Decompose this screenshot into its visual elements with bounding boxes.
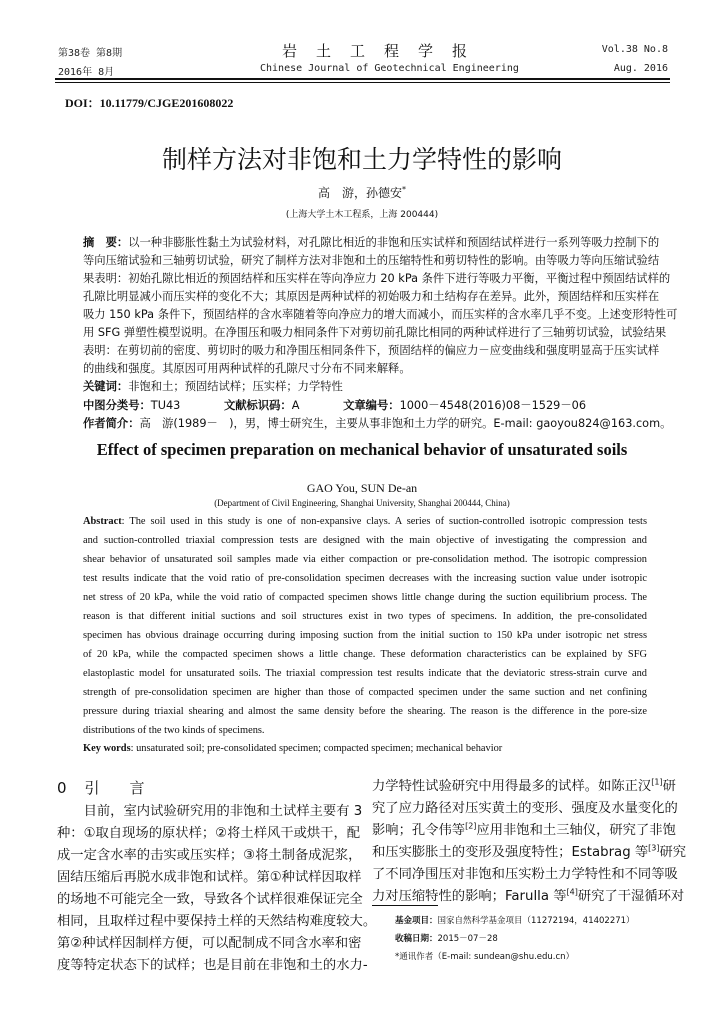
abstract-line: 表明：在剪切前的密度、剪切时的吸力和净围压相同条件下，预固结样的偏应力－应变曲线和强度明显高于压实试样: [83, 344, 660, 357]
fund-label: 基金项目：: [395, 916, 438, 926]
abstract-line: and suction-controlled triaxial compression tests are designed with the main objective of investigating the compression and: [83, 535, 647, 546]
text: 和压实膨胀土的变形及强度特性；Estabrag 等: [372, 845, 649, 860]
year-month: 2016年 8月: [58, 67, 115, 78]
received-date: 2015－07－28: [437, 934, 498, 944]
abstract-line: strength of pre-consolidation specimen are higher than those of compacted specimen under the same suction and net confining: [83, 687, 647, 698]
abstract-line: 的曲线和强度。其原因可用两种试样的孔隙尺寸分布不同来解释。: [83, 362, 411, 375]
text: 力学特性试验研究中用得最多的试样。如陈正汉: [372, 779, 652, 794]
affiliation-en: (Department of Civil Engineering, Shanghai University, Shanghai 200444, China): [214, 498, 510, 508]
body-line: [372, 885, 685, 904]
author-bio-label: 作者简介：: [83, 417, 140, 430]
abstract-line: [83, 516, 647, 527]
abstract-line: 等向压缩试验和三轴剪切试验，研究了制样方法对非饱和土的压缩特性和剪切特性的影响。由等吸力等向压缩试验结: [83, 254, 660, 267]
clc-label: 中图分类号：: [83, 399, 151, 412]
abstract-line: net stress of 20 kPa, while the void ratio of compacted specimen shows little change during the suction equilibrium process. The: [83, 592, 647, 603]
article-no-value: 1000－4548(2016)08－1529－06: [399, 399, 587, 412]
text: 力对压缩特性的影响；Farulla 等: [372, 889, 567, 904]
body-line: 固结压缩后再脱水成非饱和试样。第①种试样因取样: [57, 870, 362, 885]
volume-issue: 第38卷 第8期: [58, 48, 123, 59]
abstract-line: [83, 234, 660, 252]
header-rule-thin: [55, 82, 670, 83]
text: 研: [662, 779, 676, 794]
author-bio-text: 高 游(1989－ )，男，博士研究生，主要从事非饱和土力学的研究。E-mail: gaoyou824@163.com。: [139, 417, 672, 430]
header-rule-thick: [55, 78, 670, 80]
date-en: Aug. 2016: [613, 63, 668, 74]
author-bio: [83, 415, 672, 433]
abstract-line: elastoplastic model for unsaturated soils. The triaxial compression test results indicate that the deviatoric stress-strain curve and: [83, 668, 647, 679]
body-line: 成一定含水率的击实或压实样；③将土制备成泥浆，: [57, 848, 362, 863]
article-no-label: 文章编号：: [343, 399, 400, 412]
body-line: 的场地不可能完全一致，导致各个试样很难保证完全: [57, 892, 363, 907]
author-names: 高 游，孙德安: [317, 186, 402, 200]
body-line: 种：①取自现场的原状样；②将土样风干或烘干，配: [57, 826, 361, 841]
section-title: 引 言: [84, 779, 145, 797]
abstract-line: distributions of the two kinds of specimens.: [83, 725, 265, 736]
body-line: 第②种试样因制样方便，可以配制成不同含水率和密: [57, 936, 362, 951]
text: 影响；孔令伟等: [372, 823, 466, 838]
body-line: [372, 819, 676, 838]
page-title: 制样方法对非饱和土力学特性的影响: [161, 145, 562, 174]
authors-cn: [0, 184, 724, 201]
authors-en: GAO You, SUN De-an: [306, 481, 418, 495]
keywords-text: : unsaturated soil; pre-consolidated specimen; compacted specimen; mechanical behavior: [130, 743, 503, 754]
section-number: 0: [57, 779, 67, 797]
abstract-line: shear behavior of unsaturated soil samples made via either compaction or pre-consolidation method. The isotropic compression: [83, 554, 647, 565]
keywords-label: 关键词：: [83, 380, 129, 393]
abstract-line: of 20 kPa, while the compacted specimen shows a little change. These deformation characteristics can be explained by SFG: [83, 649, 647, 660]
abstract-text: 以一种非膨胀性黏土为试验材料，对孔隙比相近的非饱和压实试样和预固结试样进行一系列等吸力控制下的: [128, 236, 660, 249]
text: 应用非饱和土三轴仪，研究了非饱: [476, 823, 676, 838]
footnote-received: [395, 932, 498, 944]
abstract-line: specimen has obvious drainage occurring during imposing suction from the initial suction to 150 kPa under isotropic net stress: [83, 630, 647, 641]
citation[interactable]: [2]: [465, 821, 477, 831]
text: 研究了干湿循环对: [577, 889, 685, 904]
body-line: 相同，且取样过程中要保持土样的天然结构难度较大。: [57, 914, 377, 929]
body-line: 度等特定状态下的试样；也是目前在非饱和土的水力-: [57, 958, 368, 973]
citation[interactable]: [1]: [651, 777, 663, 787]
abstract-line: test results indicate that the void ratio of pre-consolidation specimen decreases with the increasing suction value under isotropic: [83, 573, 647, 584]
abstract-line: reason is that different initial suctions and soil structures exist in two types of specimens. In addition, the pre-consolidated: [83, 611, 647, 622]
journal-title-en: Chinese Journal of Geotechnical Engineering: [260, 63, 519, 74]
body-line: 目前，室内试验研究用的非饱和土试样主要有 3: [57, 804, 363, 819]
keywords-cn: [83, 378, 647, 396]
abstract-line: pressure during triaxial shearing and almost the same density before the shearing. The reason is the difference in the pore-size: [83, 706, 647, 717]
body-line: [372, 775, 676, 794]
doi: DOI：10.11779/CJGE201608022: [65, 96, 234, 110]
fund-text: 国家自然科学基金项目（11272194，41402271）: [437, 916, 635, 926]
keywords-en: [83, 743, 647, 754]
keywords-text: 非饱和土；预固结试样；压实样；力学特性: [128, 380, 343, 393]
received-label: 收稿日期：: [395, 934, 438, 944]
volume-en: Vol.38 No.8: [601, 44, 668, 55]
abstract-label: 摘 要：: [83, 236, 129, 249]
body-line: [372, 797, 678, 816]
doc-code-label: 文献标识码：: [223, 399, 292, 412]
footnote-rule: [372, 905, 438, 906]
text: 研究: [659, 845, 687, 860]
doc-code-value: A: [291, 399, 300, 412]
body-line: [372, 863, 678, 882]
clc-value: TU43: [150, 399, 181, 412]
footnote-fund: [395, 914, 635, 926]
abstract-label: Abstract: [83, 516, 122, 527]
citation[interactable]: [4]: [566, 887, 578, 897]
title-en: Effect of specimen preparation on mechanical behavior of unsaturated soils: [96, 440, 628, 459]
abstract-line: 果表明：初始孔隙比相近的预固结样和压实样在等向净应力 20 kPa 条件下进行等吸力平衡，平衡过程中预固结试样的: [83, 272, 671, 285]
affiliation-cn: (上海大学土木工程系，上海 200444): [285, 210, 439, 220]
text: 究了应力路径对压实黄土的变形、强度及水量变化的: [372, 801, 678, 816]
footnote-corresponding: *通讯作者（E-mail: sundean@shu.edu.cn）: [395, 952, 575, 962]
citation[interactable]: [3]: [648, 843, 660, 853]
body-line: [372, 841, 687, 860]
journal-title-cn: 岩 土 工 程 学 报: [282, 42, 470, 60]
abstract-line: 吸力 150 kPa 条件下，预固结样的含水率随着等向净应力的增大而减小，而压实样的含水率几乎不变。上述变形特性可: [83, 308, 678, 321]
abstract-text: : The soil used in this study is one of non-expansive clays. A series of suction-controlled isotropic compression tests: [121, 516, 647, 527]
keywords-label: Key words: [83, 743, 131, 754]
section-heading: [57, 777, 145, 798]
corresponding-mark: *: [402, 185, 406, 194]
classification: [83, 397, 647, 415]
abstract-line: 用 SFG 弹塑性模型说明。在净围压和吸力相同条件下对剪切前孔隙比相同的两种试样进行了三轴剪切试验，试验结果: [83, 326, 667, 339]
abstract-line: 孔隙比明显减小而压实样的变化不大；其原因是两种试样的初始吸力和土结构存在差异。此外，预固结样和压实样在: [83, 290, 660, 303]
text: 了不同净围压对非饱和压实粉土力学特性和不同等吸: [372, 867, 678, 882]
